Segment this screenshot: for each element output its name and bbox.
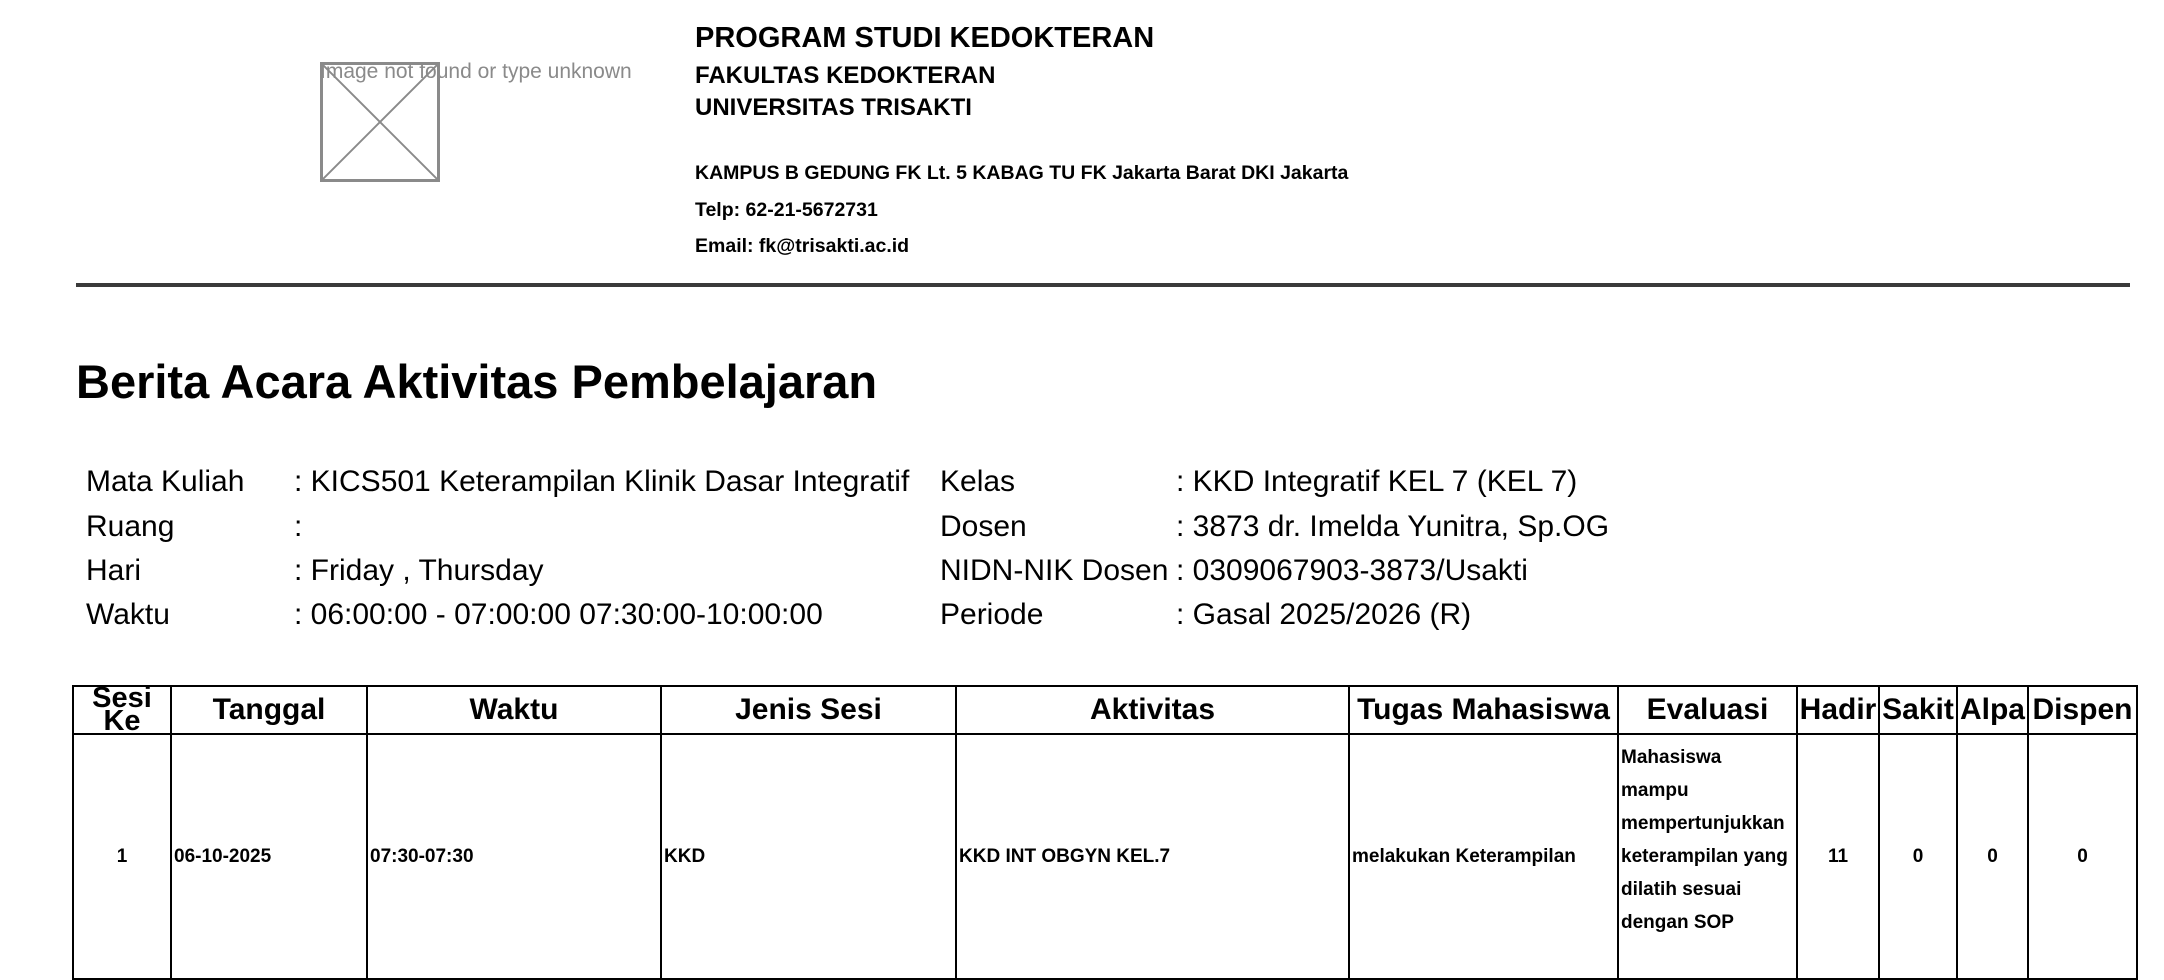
header-divider [76,283,2130,287]
nidn-value: : 0309067903-3873/Usakti [1176,554,1528,587]
kelas-label: Kelas [940,465,1016,498]
cell-jenis-sesi: KKD [661,734,956,979]
table-header-row [73,686,2137,734]
cell-waktu: 07:30-07:30 [367,734,661,979]
document-title: Berita Acara Aktivitas Pembelajaran [76,355,878,408]
cell-aktivitas: KKD INT OBGYN KEL.7 [956,734,1349,979]
cell-dispen: 0 [2028,734,2137,979]
kelas-value: : KKD Integratif KEL 7 (KEL 7) [1176,465,1578,498]
mata-kuliah-value: : KICS501 Keterampilan Klinik Dasar Integratif [294,465,910,498]
session-table [72,682,2138,980]
header-evaluasi: Evaluasi [1618,686,1797,734]
header-waktu: Waktu [367,686,661,734]
mata-kuliah-label: Mata Kuliah [86,465,245,498]
cell-sesi: 1 [73,734,171,979]
header-sesi-ke: Sesi Ke [73,686,171,734]
hari-value: : Friday , Thursday [294,554,544,587]
ruang-label: Ruang [86,510,175,543]
cell-tugas: melakukan Keterampilan [1349,734,1618,979]
cell-sakit: 0 [1879,734,1957,979]
header-jenis-sesi: Jenis Sesi [661,686,956,734]
ruang-value: : [294,510,303,543]
header-aktivitas: Aktivitas [956,686,1349,734]
waktu-label: Waktu [86,598,170,631]
periode-value: : Gasal 2025/2026 (R) [1176,598,1472,631]
cell-evaluasi: Mahasiswa mampu mempertunjukkan keterampilan yang dilatih sesuai dengan SOP [1618,734,1797,979]
address: KAMPUS B GEDUNG FK Lt. 5 KABAG TU FK Jakarta Barat DKI Jakarta [695,162,1349,184]
cell-alpa: 0 [1957,734,2028,979]
cell-hadir: 11 [1797,734,1879,979]
hari-label: Hari [86,554,142,587]
header-hadir: Hadir [1797,686,1879,734]
waktu-value: : 06:00:00 - 07:00:00 07:30:00-10:00:00 [294,598,823,631]
phone: Telp: 62-21-5672731 [695,199,878,221]
header-tugas-mahasiswa: Tugas Mahasiswa [1349,686,1618,734]
header-dispen: Dispen [2028,686,2137,734]
header-tanggal: Tanggal [171,686,367,734]
email: Email: fk@trisakti.ac.id [695,235,910,257]
table-row [73,734,2137,979]
header-sakit: Sakit [1879,686,1957,734]
header-alpa: Alpa [1957,686,2028,734]
nidn-label: NIDN-NIK Dosen [940,554,1169,587]
faculty-name: FAKULTAS KEDOKTERAN [695,62,996,89]
university-name: UNIVERSITAS TRISAKTI [695,94,972,121]
program-name: PROGRAM STUDI KEDOKTERAN [695,22,1155,54]
periode-label: Periode [940,598,1044,631]
logo-alt-text: Image not found or type unknown [320,60,632,83]
dosen-value: : 3873 dr. Imelda Yunitra, Sp.OG [1176,510,1610,543]
cell-tanggal: 06-10-2025 [171,734,367,979]
dosen-label: Dosen [940,510,1027,543]
